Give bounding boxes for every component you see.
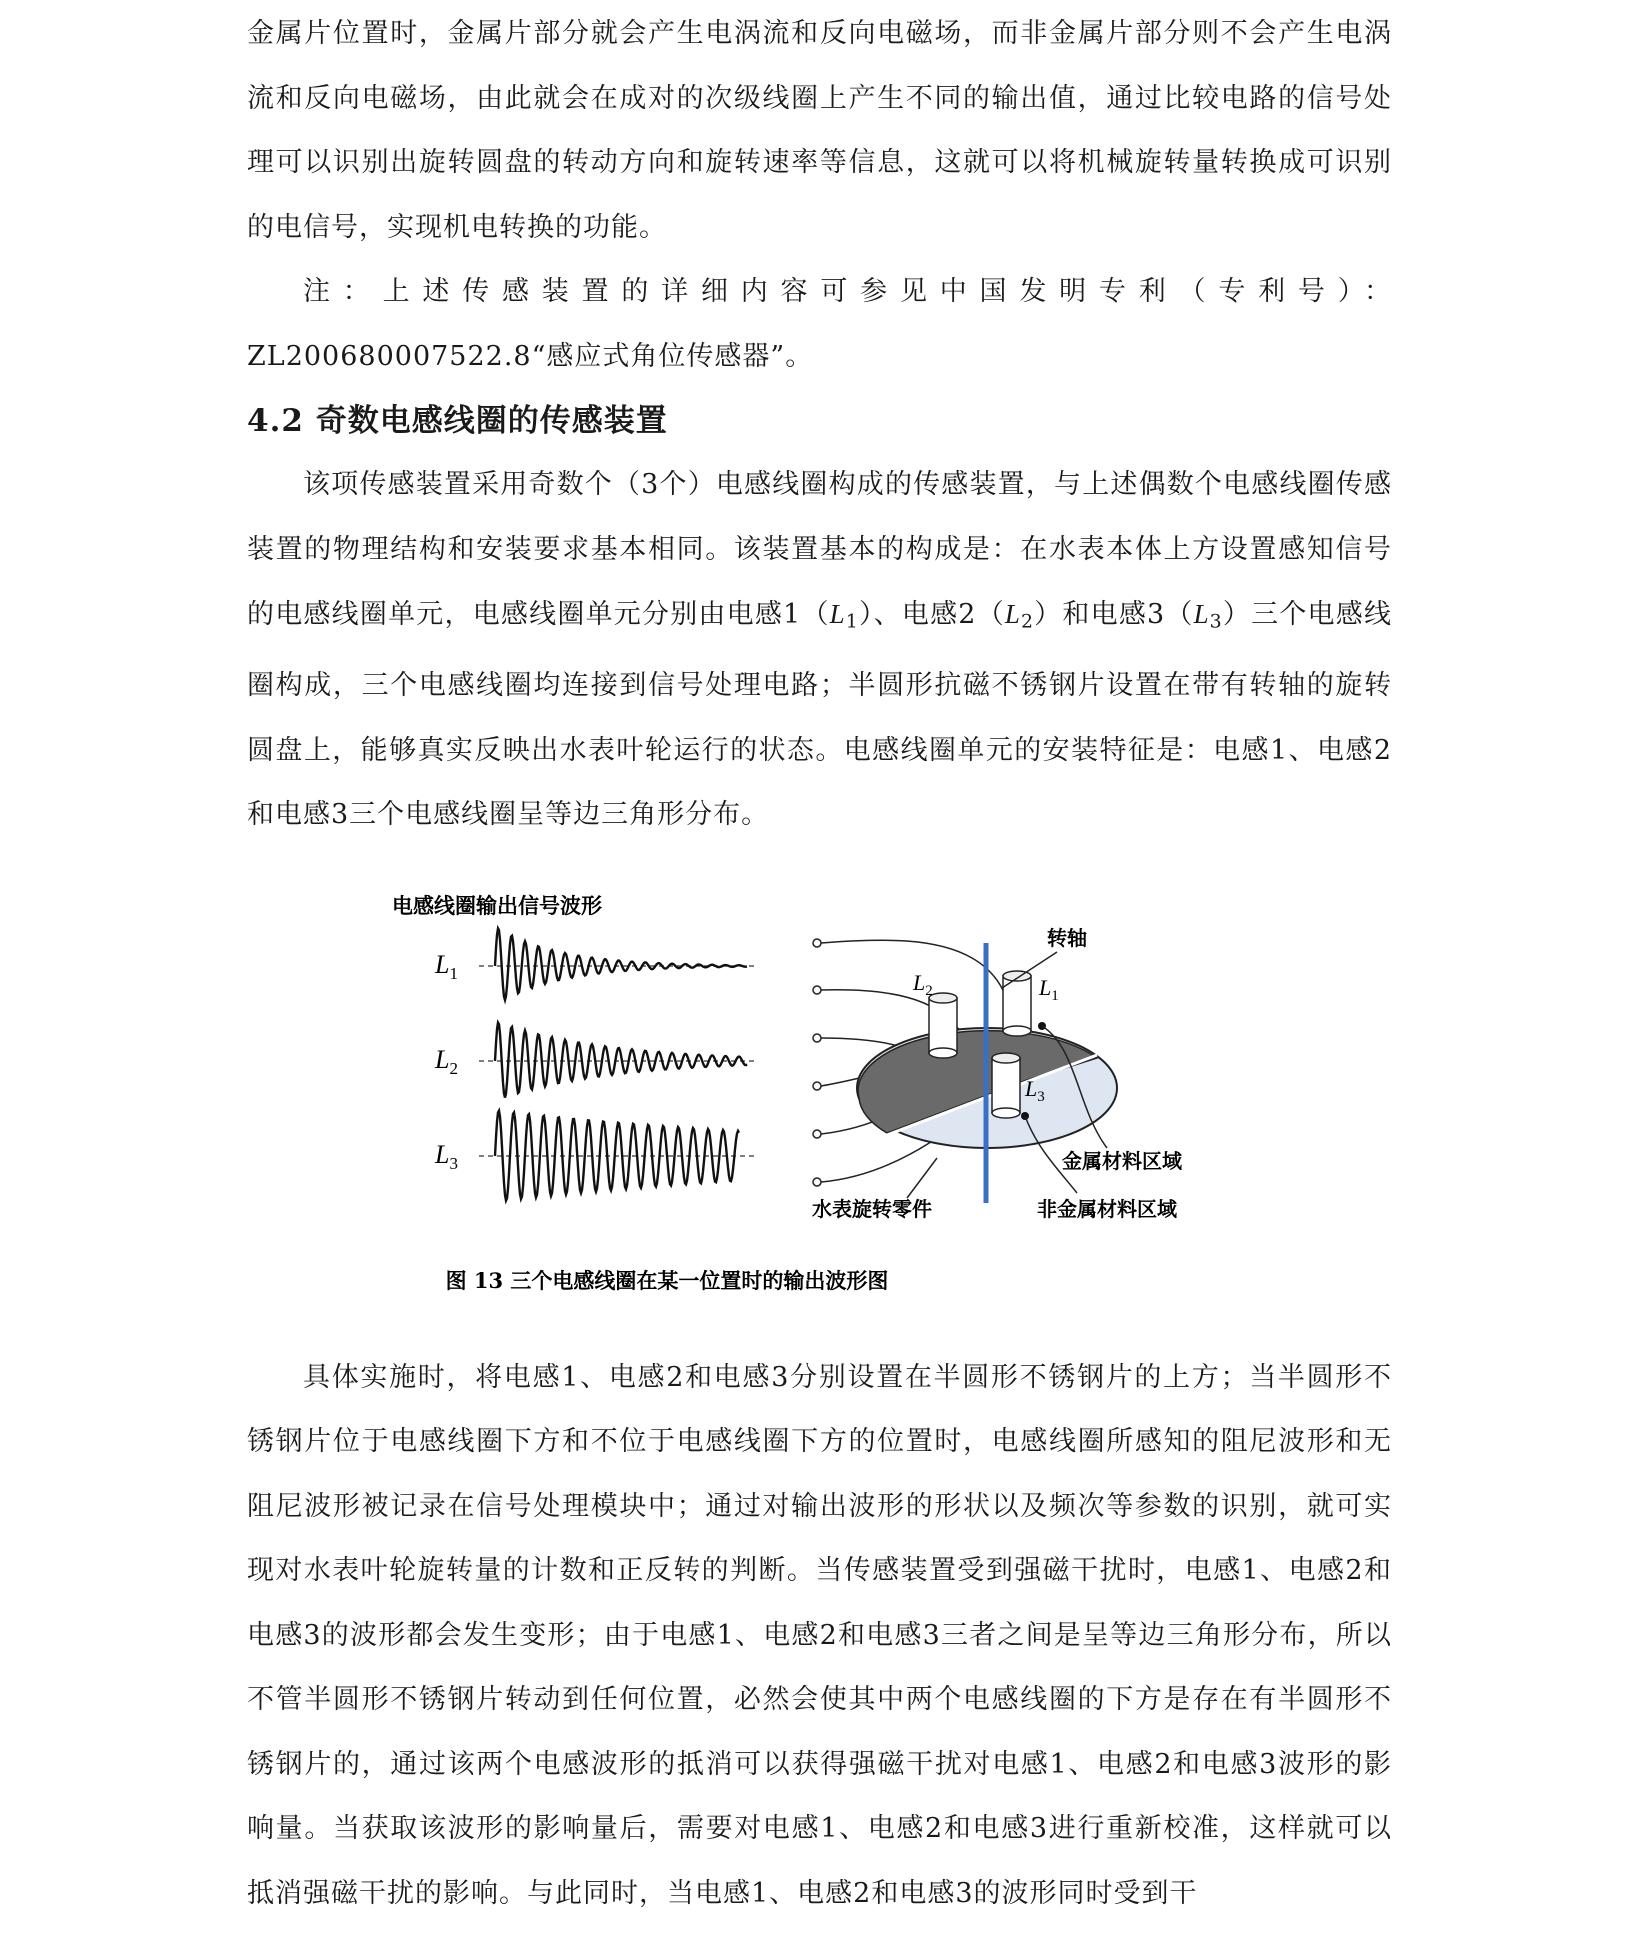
- wave-label-l1: $L_1$: [435, 949, 458, 983]
- wave-label-l2: $L_2$: [435, 1044, 458, 1078]
- paragraph-structure: 该项传感装置采用奇数个（3个）电感线圈构成的传感装置，与上述偶数个电感线圈传感装置的物理结构和安装要求基本相同。该装置基本的构成是：在水表本体上方设置感知信号的电感线圈单元，电感线圈单元分别由电感$1(L_1)$、电感$2(L_2)$和电感$3(L_3)$三个电感线圈构成，三个电感线圈均连接到信号处理电路；半圆形抗磁不锈钢片设置在带有转轴的旋转圆盘上，能够真实反映出水表叶轮运行的状态。电感线圈单元的安装特征是：电感1、电感2和电感3三个电感线圈呈等边三角形分布。: [247, 469, 1392, 831]
- rotor-leader: [907, 1158, 937, 1198]
- metal-region-label: 金属材料区域: [1062, 1148, 1182, 1173]
- figure-13: [247, 848, 1392, 1368]
- waveform-l1: [495, 928, 747, 1000]
- waveform-title: 电感线圈输出信号波形: [392, 892, 602, 918]
- paragraph-note: 注：上述传感装置的详细内容可参见中国发明专利（专利号）：ZL200680007522.8“感应式角位传感器”。: [247, 276, 1392, 372]
- figure-caption: 图 13 三个电感线圈在某一位置时的输出波形图: [445, 1267, 889, 1293]
- coil-label-l2: $L_2$: [913, 969, 933, 999]
- section-title: 4.2 奇数电感线圈的传感装置: [247, 403, 668, 439]
- nonmetal-region-label: 非金属材料区域: [1037, 1196, 1177, 1221]
- rotor-label: 水表旋转零件: [812, 1196, 932, 1221]
- document-page: [247, 0, 1392, 1926]
- paragraph-implementation: 具体实施时，将电感1、电感2和电感3分别设置在半圆形不锈钢片的上方；当半圆形不锈钢片位于电感线圈下方和不位于电感线圈下方的位置时，电感线圈所感知的阻尼波形和无阻尼波形被记录在信号处理模块中；通过对输出波形的形状以及频次等参数的识别，就可实现对水表叶轮旋转量的计数和正反转的判断。当传感装置受到强磁干扰时，电感1、电感2和电感3的波形都会发生变形；由于电感1、电感2和电感3三者之间是呈等边三角形分布，所以不管半圆形不锈钢片转动到任何位置，必然会使其中两个电感线圈的下方是存在有半圆形不锈钢片的，通过该两个电感波形的抵消可以获得强磁干扰对电感1、电感2和电感3波形的影响量。当获取该波形的影响量后，需要对电感1、电感2和电感3进行重新校准，这样就可以抵消强磁干扰的影响。与此同时，当电感1、电感2和电感3的波形同时受到干: [247, 1361, 1392, 1909]
- figure-diagram: [247, 848, 1392, 1368]
- paragraph-continued: 金属片位置时，金属片部分就会产生电涡流和反向电磁场，而非金属片部分则不会产生电涡流和反向电磁场，由此就会在成对的次级线圈上产生不同的输出值，通过比较电路的信号处理可以识别出旋转圆盘的转动方向和旋转速率等信息，这就可以将机械旋转量转换成可识别的电信号，实现机电转换的功能。: [247, 18, 1392, 243]
- wave-label-l3: $L_3$: [435, 1139, 458, 1173]
- coil-l3: [992, 1053, 1020, 1118]
- coil-label-l1: $L_1$: [1039, 974, 1059, 1004]
- coil-l1: [1003, 971, 1031, 1036]
- coil-label-l3: $L_3$: [1025, 1075, 1045, 1105]
- coil-l2: [929, 993, 957, 1058]
- shaft-label: 转轴: [1047, 925, 1087, 950]
- waveform-l2: [495, 1022, 747, 1097]
